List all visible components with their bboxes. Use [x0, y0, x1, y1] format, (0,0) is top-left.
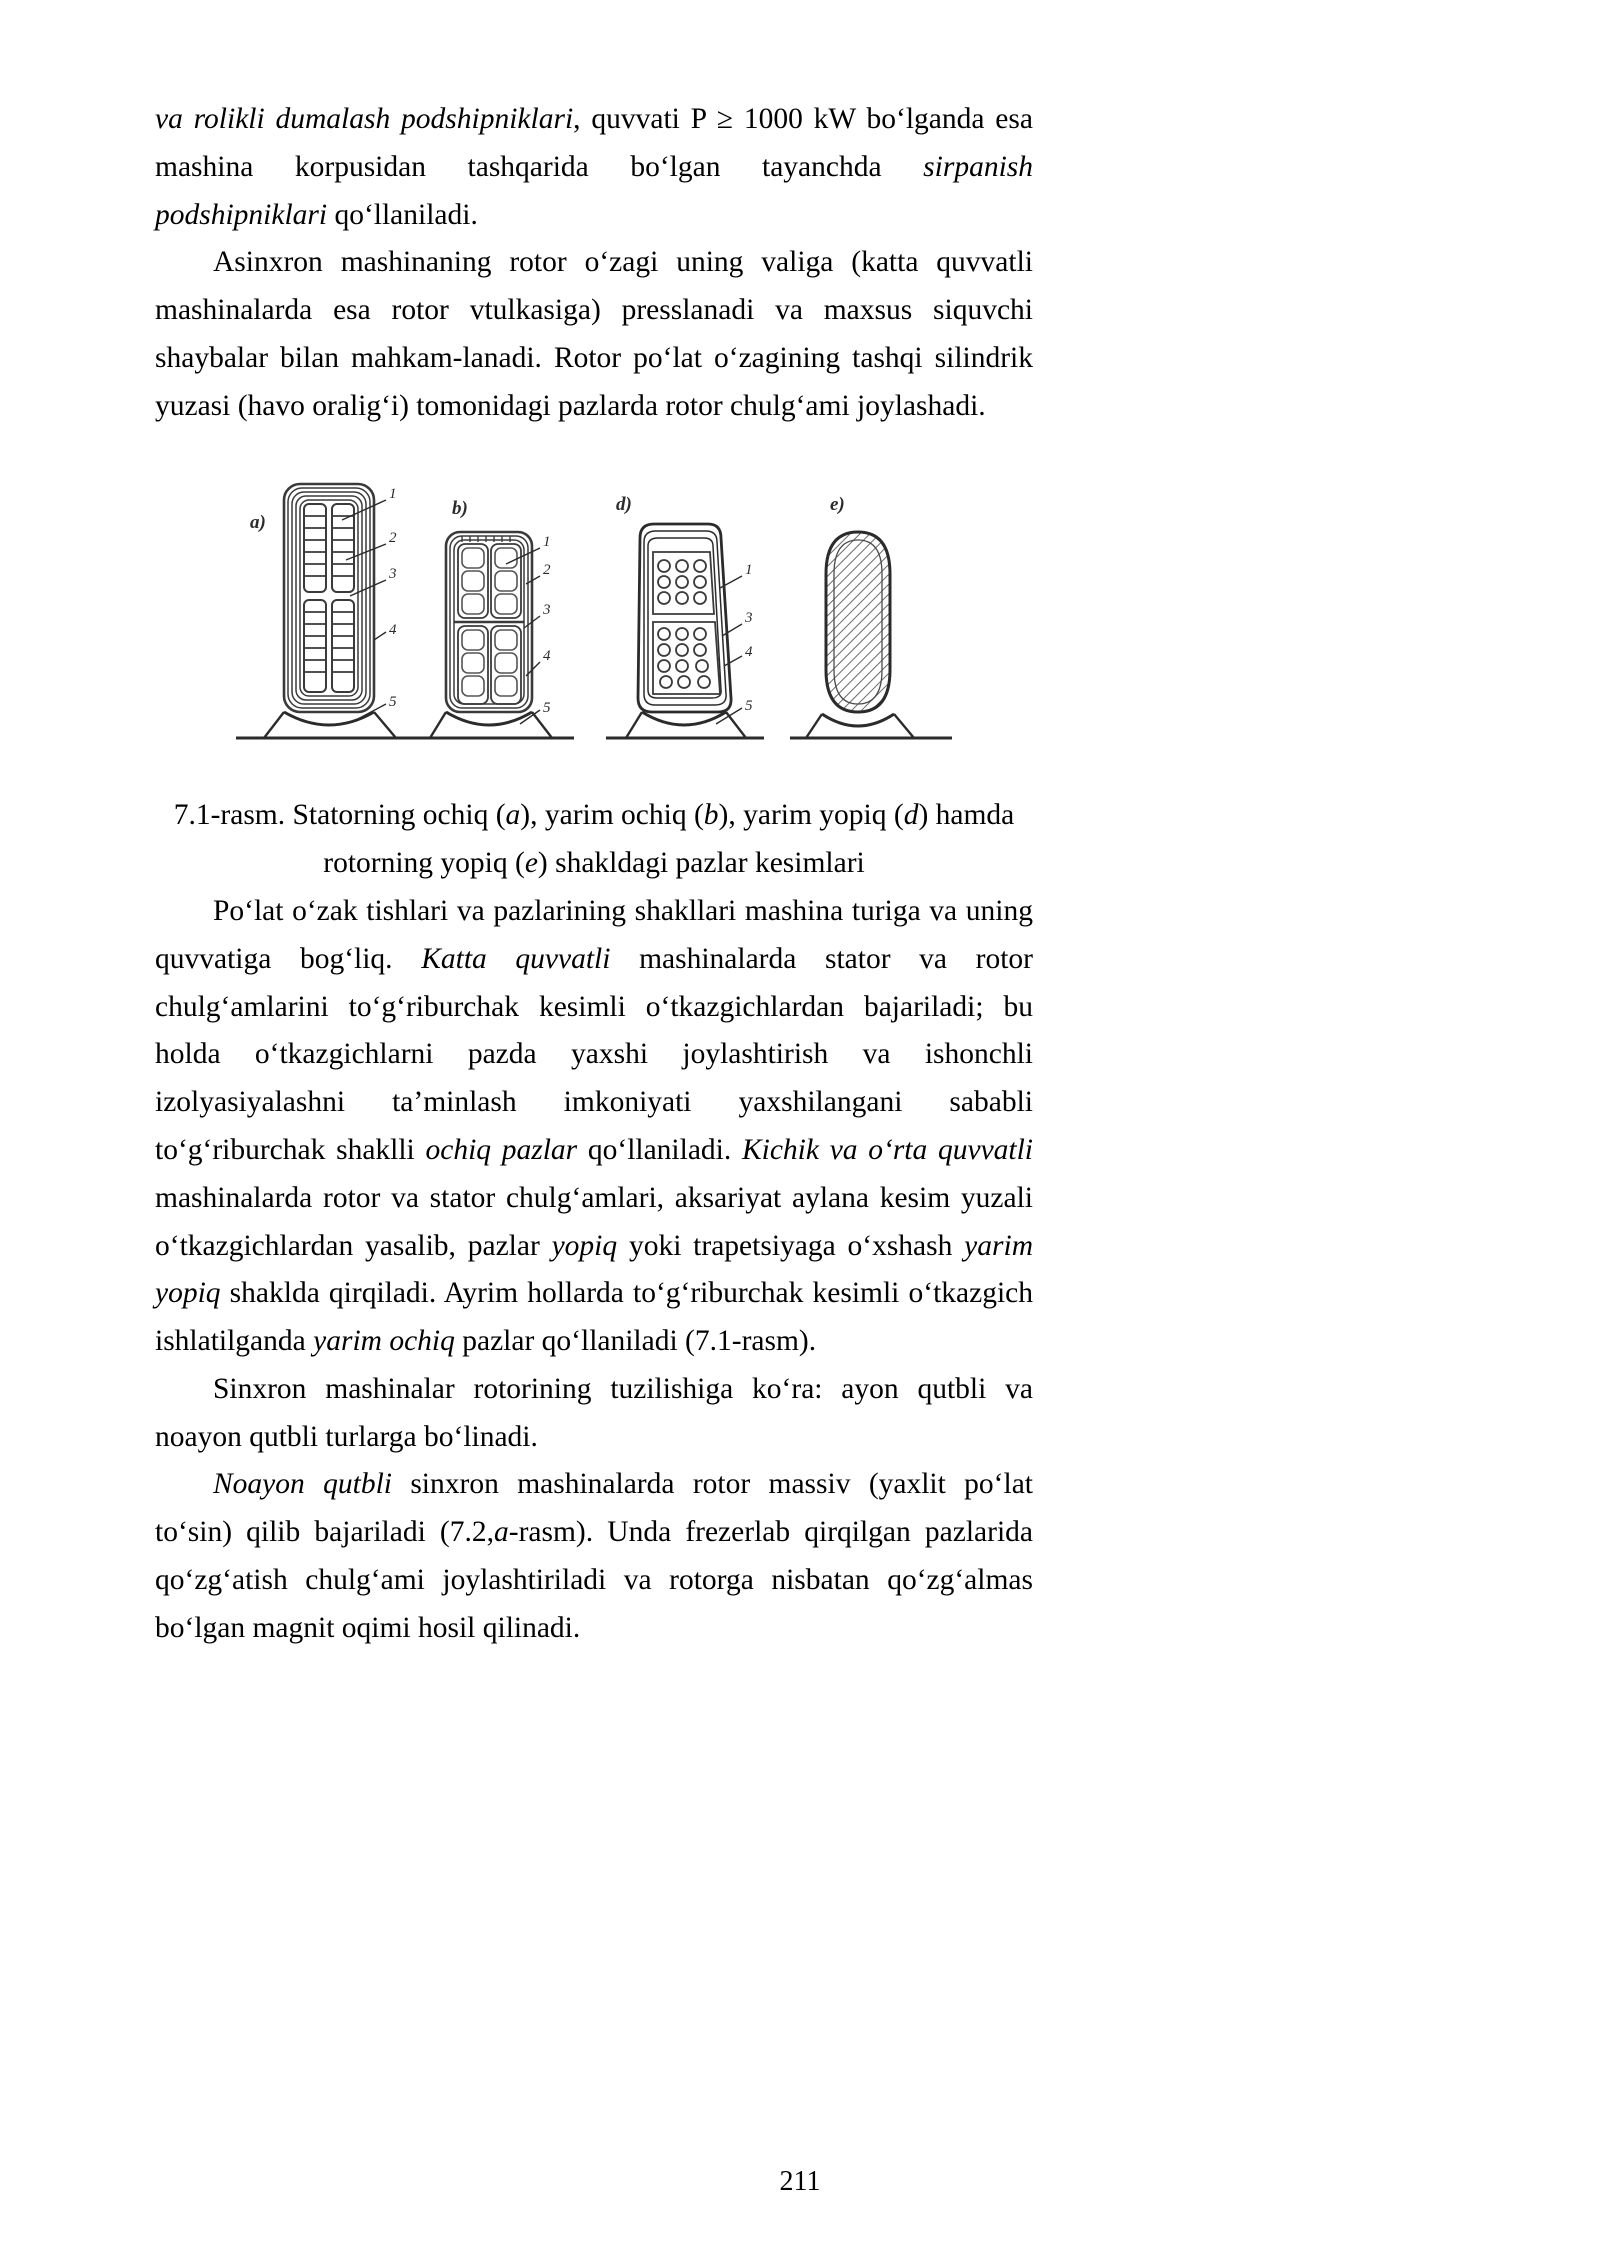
callout-b-5: 5 — [543, 700, 551, 717]
p3-it-5: yarim yopiq — [155, 1229, 1033, 1310]
p3-seg-2: mashinalarda stator va rotor chulg‘amlarini to‘g‘riburchak kesimli o‘tkazgichlardan bajariladi; bu holda o‘tkazgichlarni pazda yaxshi joylashtirish va ishonchli izolyasiyalashni ta’minlash imkoniyati yaxshilangani sababli to‘g‘riburchak shaklli — [155, 942, 1033, 1166]
page-content — [155, 96, 1033, 1653]
caption-seg-3: ), yarim yopiq ( — [718, 799, 904, 832]
caption-seg-2: ), yarim ochiq ( — [520, 799, 704, 832]
p5-seg-2: -rasm). Unda frezerlab qirqilgan pazlarida qo‘zg‘atish chulg‘ami joylashtiriladi va rotorga nisbatan qo‘zg‘almas bo‘lgan magnit oqimi hosil qilinadi. — [155, 1516, 1033, 1644]
p5-seg-1: sinxron mashinalarda rotor massiv (yaxlit po‘lat to‘sin) qilib bajariladi (7.2, — [155, 1468, 1033, 1549]
paragraph-2: Asinxron mashinaning rotor o‘zagi uning valiga (katta quvvatli mashinalarda esa rotor vtulkasiga) presslanadi va maxsus siquvchi shaybalar bilan mahkam-lanadi. Rotor po‘lat o‘zagining tashqi silindrik yuzasi (havo oralig‘i) tomonidagi pazlarda rotor chulg‘ami joylashadi. — [155, 246, 1033, 422]
p1-rest-b: qo‘llaniladi. — [327, 198, 478, 231]
p3-it-2: ochiq pazlar — [425, 1133, 578, 1166]
caption-it-a: a — [505, 799, 521, 832]
panel-b-semi-open-slot — [412, 498, 574, 738]
p3-seg-7: pazlar qo‘llaniladi (7.1-rasm). — [454, 1325, 817, 1358]
panel-e-label: e) — [830, 494, 845, 516]
page-number: 211 — [779, 2166, 821, 2197]
p1-italic-lead: va rolikli dumalash podshipniklari — [155, 103, 574, 135]
p3-it-4: yopiq — [551, 1229, 618, 1262]
panel-a-label: a) — [250, 512, 266, 534]
p3-seg-5: yoki trapetsiyaga o‘xshash — [617, 1229, 965, 1262]
callout-a-5: 5 — [389, 694, 397, 711]
panel-b-label: b) — [452, 498, 468, 520]
figure-7-1-drawing — [234, 476, 954, 766]
panel-d-semi-closed-slot — [606, 494, 764, 738]
paragraph-3 — [155, 888, 1033, 1366]
p5-it-2: a — [494, 1516, 509, 1549]
callout-d-3: 3 — [745, 610, 753, 627]
figure-caption — [155, 792, 1033, 888]
callout-a-4: 4 — [389, 622, 397, 639]
p3-it-1: Katta quvvatli — [421, 942, 611, 975]
paragraph-1 — [155, 96, 1033, 239]
panel-e-closed-rotor-slot — [790, 494, 952, 738]
callout-a-1: 1 — [389, 486, 397, 503]
caption-seg-6: ) shakldagi pazlar kesimlari — [537, 847, 865, 880]
caption-seg-1: 7.1-rasm. Statorning ochiq ( — [173, 799, 506, 832]
figure-7-1 — [155, 476, 1033, 888]
p3-it-3: Kichik va o‘rta quvvatli — [741, 1133, 1033, 1166]
panel-d-label: d) — [616, 494, 632, 516]
p3-seg-6: shaklda qirqiladi. Ayrim hollarda to‘g‘riburchak kesimli o‘tkazgich ishlatilganda — [155, 1277, 1033, 1358]
callout-a-2: 2 — [389, 530, 397, 547]
callout-b-4: 4 — [543, 648, 551, 665]
caption-it-b: b — [703, 799, 719, 832]
paragraph-4: Sinxron mashinalar rotorining tuzilishiga ko‘ra: ayon qutbli va noayon qutbli turlarga bo‘linadi. — [155, 1372, 1033, 1453]
callout-b-2: 2 — [543, 562, 551, 579]
caption-seg-5: rotorning yopiq ( — [323, 847, 525, 880]
paragraph-5 — [155, 1461, 1033, 1652]
p3-seg-3: qo‘llaniladi. — [577, 1133, 742, 1166]
panel-a-open-slot — [236, 484, 424, 738]
caption-it-e: e — [524, 847, 538, 880]
callout-a-3: 3 — [389, 566, 397, 583]
callout-d-1: 1 — [745, 562, 753, 579]
p3-seg-1: Po‘lat o‘zak tishlari va pazlarining shakllari mashina turiga va uning quvvatiga bog‘liq. — [155, 895, 1033, 975]
callout-d-4: 4 — [745, 644, 753, 661]
callout-d-5: 5 — [745, 698, 753, 715]
callout-b-1: 1 — [543, 534, 551, 551]
p1-italic-mid: sirpanish podshipniklari — [155, 150, 1033, 231]
caption-seg-4: ) hamda — [918, 799, 1015, 832]
p3-seg-4: mashinalarda rotor va stator chulg‘amlari, aksariyat aylana kesim yuzali o‘tkazgichlardan yasalib, pazlar — [155, 1181, 1033, 1262]
p3-it-6: yarim ochiq — [313, 1325, 455, 1358]
p5-it-1: Noayon qutbli — [213, 1468, 392, 1501]
callout-b-3: 3 — [543, 602, 551, 619]
caption-it-d: d — [903, 799, 919, 832]
p1-rest-a: , quvvati P ≥ 1000 kW bo‘lganda esa mashina korpusidan tashqarida bo‘lgan tayanchda — [155, 103, 1033, 183]
